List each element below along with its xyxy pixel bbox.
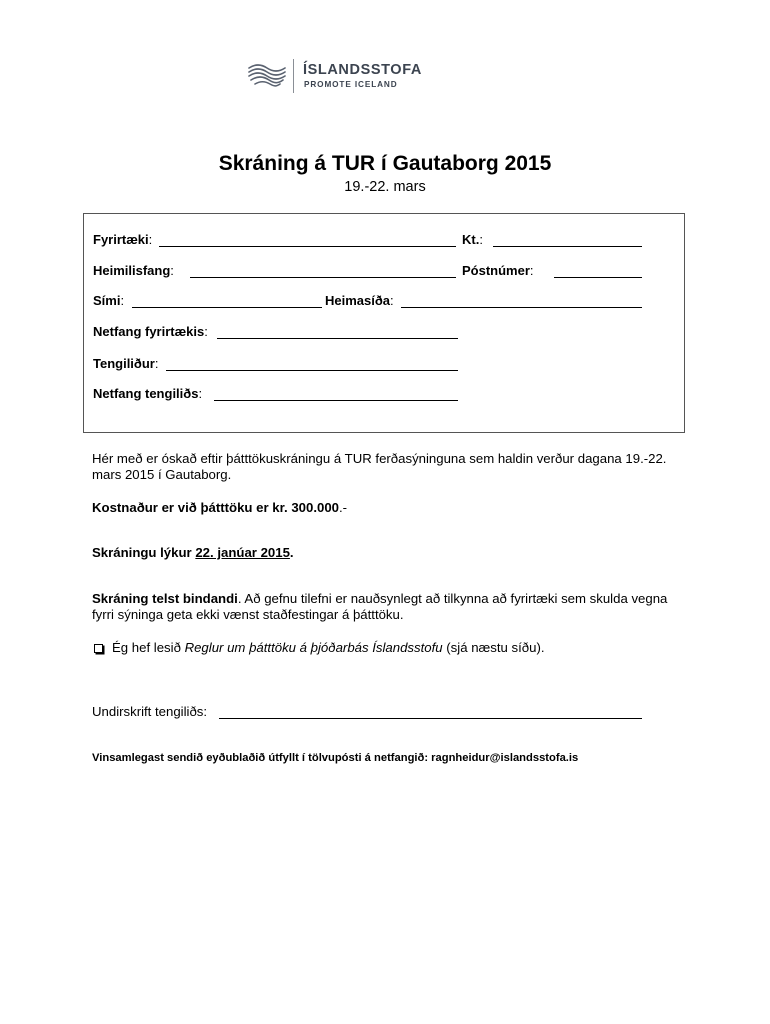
contact-email-field-label: Netfang tengiliðs: [93, 386, 203, 401]
company-input-line[interactable] [159, 246, 456, 247]
signature-label: Undirskrift tengiliðs: [92, 704, 208, 719]
logo-tagline: PROMOTE ICELAND [304, 80, 398, 89]
postcode-field-label: Póstnúmer: [462, 263, 534, 278]
contact-input-line[interactable] [166, 370, 458, 371]
kt-input-line[interactable] [493, 246, 642, 247]
kt-field-label: Kt.: [462, 232, 483, 247]
phone-input-line[interactable] [132, 307, 322, 308]
consent-checkbox[interactable] [94, 644, 103, 653]
wave-logo-icon [247, 62, 287, 88]
page-subtitle: 19.-22. mars [344, 179, 426, 195]
logo-divider [293, 59, 294, 93]
company-email-input-line[interactable] [217, 338, 458, 339]
company-field-label: Fyrirtæki: [93, 232, 153, 247]
address-field-label: Heimilisfang: [93, 263, 174, 278]
islandsstofa-logo [247, 59, 447, 95]
website-input-line[interactable] [401, 307, 642, 308]
page-title: Skráning á TUR í Gautaborg 2015 [218, 152, 552, 175]
signature-input-line[interactable] [219, 718, 642, 719]
deadline-date: 22. janúar 2015 [195, 545, 290, 560]
address-input-line[interactable] [190, 277, 456, 278]
send-instructions: Vinsamlegast sendið eyðublaðið útfyllt í tölvupósti á netfangið: ragnheidur@islandsstofa.is [92, 752, 579, 764]
binding-paragraph: Skráning telst bindandi. Að gefnu tilefni er nauðsynlegt að tilkynna að fyrirtæki sem skulda vegna fyrri sýninga geta ekki vænst staðfestingar á þátttöku. [92, 591, 668, 622]
rules-reference: Reglur um þátttöku á þjóðarbás Íslandsstofu [184, 640, 443, 655]
contact-email-input-line[interactable] [214, 400, 458, 401]
contact-field-label: Tengiliður: [93, 356, 159, 371]
registration-form-box [83, 213, 685, 433]
cost-paragraph: Kostnaður er við þátttöku er kr. 300.000.- [92, 500, 348, 515]
request-paragraph: Hér með er óskað eftir þátttökuskráningu á TUR ferðasýninguna sem haldin verður dagana 19.-22. mars 2015 í Gautaborg. [92, 451, 667, 482]
postcode-input-line[interactable] [554, 277, 642, 278]
deadline-paragraph: Skráningu lýkur 22. janúar 2015. [92, 545, 294, 560]
company-email-field-label: Netfang fyrirtækis: [93, 324, 208, 339]
logo-name: ÍSLANDSSTOFA [303, 62, 422, 78]
phone-field-label: Sími: [93, 293, 125, 308]
consent-line: Ég hef lesið Reglur um þátttöku á þjóðarbás Íslandsstofu (sjá næstu síðu). [94, 640, 694, 656]
website-field-label: Heimasíða: [325, 293, 394, 308]
